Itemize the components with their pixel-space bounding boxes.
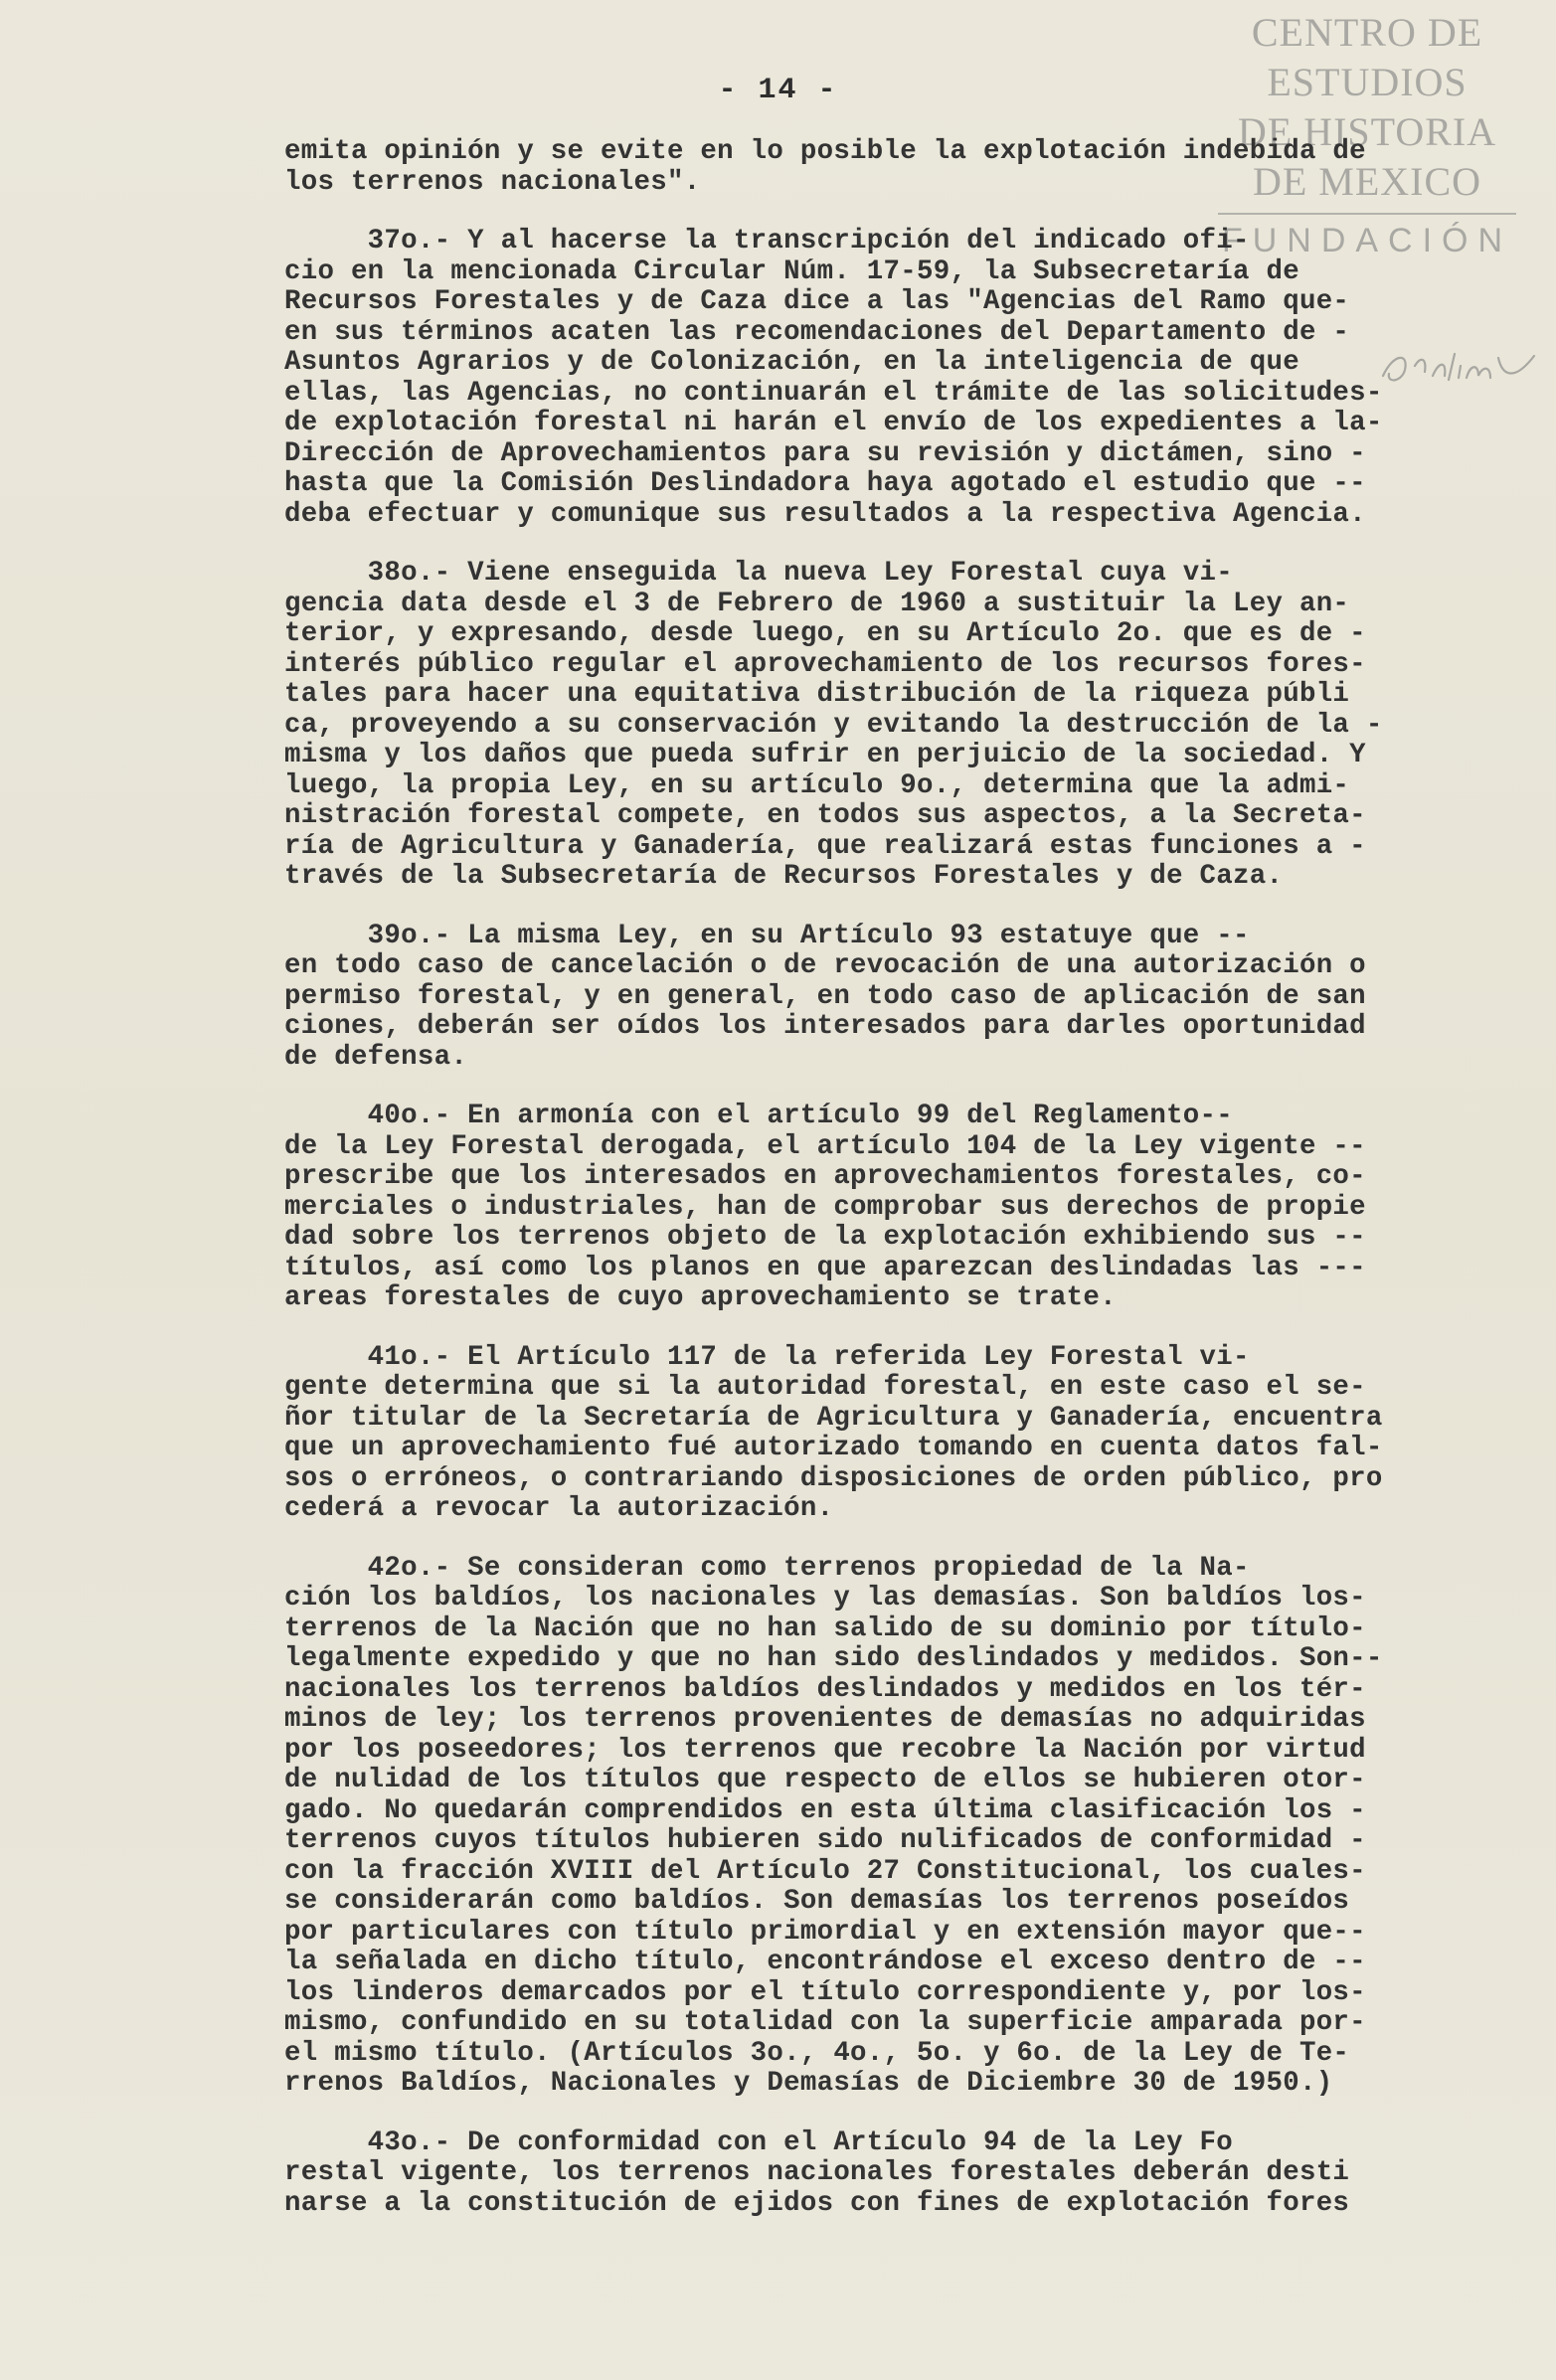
paragraph: [284, 137, 1487, 198]
text-line: narse a la constitución de ejidos con fines de explotación fores: [284, 2187, 1350, 2219]
text-line: misma y los daños que pueda sufrir en perjuicio de la sociedad. Y: [284, 740, 1366, 770]
text-line: 40o.- En armonía con el artículo 99 del Reglamento--: [284, 1101, 1234, 1131]
text-line: dad sobre los terrenos objeto de la explotación exhibiendo sus --: [284, 1222, 1366, 1253]
text-line: través de la Subsecretaría de Recursos Forestales y de Caza.: [284, 861, 1284, 892]
text-line: ciones, deberán ser oídos los interesados para darles oportunidad: [284, 1011, 1366, 1042]
text-line: ría de Agricultura y Ganadería, que realizará estas funciones a -: [284, 830, 1366, 862]
text-line: ñor titular de la Secretaría de Agricultura y Ganadería, encuentra: [284, 1402, 1383, 1434]
text-line: en todo caso de cancelación o de revocación de una autorización o: [284, 950, 1366, 981]
text-line: hasta que la Comisión Deslindadora haya agotado el estudio que --: [284, 468, 1366, 499]
text-line: 39o.- La misma Ley, en su Artículo 93 estatuye que --: [284, 920, 1250, 951]
text-line: Asuntos Agrarios y de Colonización, en la inteligencia de que: [284, 347, 1299, 378]
text-line: mismo, confundido en su totalidad con la superficie amparada por-: [284, 2007, 1366, 2038]
paragraph: [284, 227, 1487, 530]
text-line: 37o.- Y al hacerse la transcripción del indicado ofi-: [284, 226, 1250, 256]
watermark-line-4: DE MEXICO: [1252, 159, 1482, 204]
text-line: minos de ley; los terrenos provenientes de demasías no adquiridas: [284, 1704, 1366, 1735]
text-line: Dirección de Aprovechamientos para su revisión y dictámen, sino -: [284, 437, 1366, 469]
text-line: luego, la propia Ley, en su artículo 9o., determina que la admi-: [284, 769, 1350, 801]
text-line: interés público regular el aprovechamiento de los recursos fores-: [284, 648, 1366, 680]
paragraph: [284, 2128, 1487, 2220]
text-line: tales para hacer una equitativa distribución de la riqueza públi: [284, 679, 1350, 710]
text-line: por los poseedores; los terrenos que recobre la Nación por virtud: [284, 1734, 1366, 1766]
text-line: la señalada en dicho título, encontrándose el exceso dentro de --: [284, 1947, 1366, 1977]
text-line: ellas, las Agencias, no continuarán el trámite de las solicitudes-: [284, 377, 1383, 409]
text-line: gente determina que si la autoridad forestal, en este caso el se-: [284, 1372, 1366, 1403]
paragraph: [284, 1554, 1487, 2100]
text-line: prescribe que los interesados en aprovechamientos forestales, co-: [284, 1161, 1366, 1192]
page-number: - 14 -: [718, 74, 838, 107]
text-line: gencia data desde el 3 de Febrero de 1960 a sustituir la Ley an-: [284, 588, 1350, 619]
text-line: cederá a revocar la autorización.: [284, 1493, 834, 1524]
document-body: [284, 137, 1487, 2248]
text-line: que un aprovechamiento fué autorizado tomando en cuenta datos fal-: [284, 1433, 1383, 1463]
text-line: Recursos Forestales y de Caza dice a las "Agencias del Ramo que-: [284, 286, 1350, 317]
text-line: se considerarán como baldíos. Son demasías los terrenos poseídos: [284, 1886, 1350, 1917]
watermark-line-2: ESTUDIOS: [1267, 60, 1468, 104]
text-line: gado. No quedarán comprendidos en esta última clasificación los -: [284, 1794, 1366, 1826]
paragraph: [284, 559, 1487, 893]
text-line: emita opinión y se evite en lo posible la explotación indebida de: [284, 136, 1366, 167]
text-line: legalmente expedido y que no han sido deslindados y medidos. Son--: [284, 1643, 1383, 1674]
text-line: terrenos de la Nación que no han salido de su dominio por título-: [284, 1613, 1366, 1644]
text-line: de nulidad de los títulos que respecto de ellos se hubieren otor-: [284, 1765, 1366, 1795]
watermark-line-3: DE HISTORIA: [1237, 109, 1497, 154]
text-line: restal vigente, los terrenos nacionales forestales deberán desti: [284, 2157, 1350, 2188]
paragraph: [284, 1102, 1487, 1314]
text-line: ca, proveyendo a su conservación y evitando la destrucción de la -: [284, 709, 1383, 741]
text-line: terrenos cuyos títulos hubieren sido nulificados de conformidad -: [284, 1825, 1366, 1856]
text-line: 42o.- Se consideran como terrenos propiedad de la Na-: [284, 1552, 1250, 1584]
text-line: los linderos demarcados por el título correspondiente y, por los-: [284, 1976, 1366, 2008]
text-line: 43o.- De conformidad con el Artículo 94 de la Ley Fo: [284, 2126, 1234, 2158]
text-line: areas forestales de cuyo aprovechamiento se trate.: [284, 1282, 1117, 1313]
text-line: de explotación forestal ni harán el envío de los expedientes a la-: [284, 408, 1383, 438]
text-line: los terrenos nacionales".: [284, 166, 701, 198]
watermark-line-1: CENTRO DE: [1251, 10, 1483, 55]
text-line: ción los baldíos, los nacionales y las demasías. Son baldíos los-: [284, 1583, 1366, 1614]
text-line: nacionales los terrenos baldíos deslindados y medidos en los tér-: [284, 1673, 1366, 1705]
text-line: con la fracción XVIII del Artículo 27 Constitucional, los cuales-: [284, 1855, 1366, 1887]
text-line: nistración forestal compete, en todos sus aspectos, a la Secreta-: [284, 800, 1366, 831]
text-line: de la Ley Forestal derogada, el artículo 104 de la Ley vigente --: [284, 1130, 1366, 1162]
text-line: el mismo título. (Artículos 3o., 4o., 5o. y 6o. de la Ley de Te-: [284, 2037, 1350, 2069]
text-line: terior, y expresando, desde luego, en su Artículo 2o. que es de -: [284, 618, 1366, 649]
paragraph: [284, 922, 1487, 1074]
text-line: sos o erróneos, o contrariando disposiciones de orden público, pro: [284, 1462, 1383, 1494]
text-line: cio en la mencionada Circular Núm. 17-59, la Subsecretaría de: [284, 255, 1299, 287]
text-line: en sus términos acaten las recomendaciones del Departamento de -: [284, 316, 1350, 348]
text-line: permiso forestal, y en general, en todo caso de aplicación de san: [284, 980, 1366, 1012]
text-line: títulos, así como los planos en que aparezcan deslindadas las ---: [284, 1252, 1366, 1283]
text-line: merciales o industriales, han de comprobar sus derechos de propie: [284, 1191, 1366, 1223]
text-line: por particulares con título primordial y en extensión mayor que--: [284, 1916, 1366, 1948]
watermark-line-5: FUNDACIÓN: [1221, 222, 1513, 259]
text-line: rrenos Baldíos, Nacionales y Demasías de Diciembre 30 de 1950.): [284, 2068, 1333, 2099]
paragraph: [284, 1343, 1487, 1525]
text-line: 38o.- Viene enseguida la nueva Ley Forestal cuya vi-: [284, 558, 1234, 589]
text-line: 41o.- El Artículo 117 de la referida Ley Forestal vi-: [284, 1341, 1250, 1373]
text-line: deba efectuar y comunique sus resultados a la respectiva Agencia.: [284, 498, 1366, 530]
text-line: de defensa.: [284, 1041, 468, 1073]
